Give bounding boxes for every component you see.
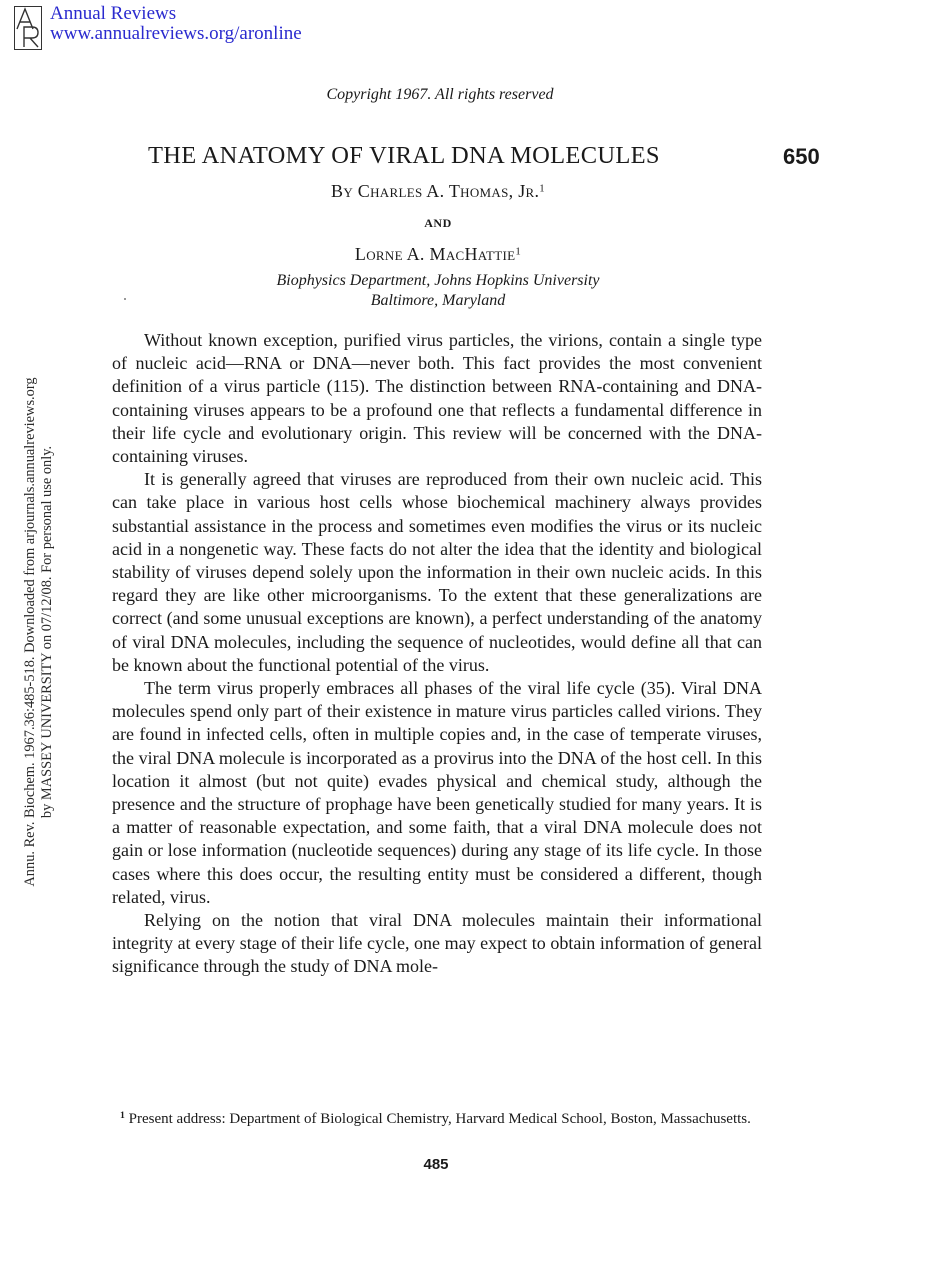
article-number: 650 [783,144,820,169]
page-number: 485 [423,1156,449,1173]
article-body [112,329,762,979]
download-watermark [22,332,56,932]
footnote-mark: 1 [120,1110,125,1121]
footnote [112,1105,762,1130]
affiliation-location: Baltimore, Maryland [370,292,506,309]
body-paragraph-1: Without known exception, purified virus particles, the virions, contain a single type of nucleic acid—RNA or DNA—never both. This fact provides the most convenient definition of a virus particle (115). The distinction between RNA-containing and DNA-containing viruses appears to be a profound one that reflects a fundamental difference in their life cycle and evolutionary origin. This review will be concerned with the DNA-containing viruses. [112,330,762,467]
author-1 [0,181,876,202]
body-paragraph-3: The term virus properly embraces all phases of the viral life cycle (35). Viral DNA molecules spend only part of their existence in mature virus particles called virions. They are found in infected cells, often in multiple copies and, in the case of temperate viruses, the viral DNA molecule is incorporated as a provirus into the DNA of the host cell. In this location it almost (but not quite) evades physical and chemical study, although the presence and the structure of prophage have been genetically studied for many years. It is a matter of reasonable expectation, and some faith, that a viral DNA molecule does not gain or lose information (nucleotide sequences) during any stage of its life cycle. In those cases where this does occur, the resulting entity must be considered a different, though related, virus. [112,678,762,907]
publisher-name[interactable]: Annual Reviews [50,3,177,24]
affiliation-department: Biophysics Department, Johns Hopkins University [276,272,600,289]
author-conjunction: AND [424,216,452,230]
author-2 [0,244,876,265]
body-paragraph-4: Relying on the notion that viral DNA molecules maintain their informational integrity at every stage of their life cycle, one may expect to obtain information of general significance through the study of DNA mole- [112,910,762,977]
publisher-url[interactable]: www.annualreviews.org/aronline [50,23,302,44]
annual-reviews-logo [14,6,42,50]
author-1-footnote-mark: 1 [539,182,545,195]
body-paragraph-2: It is generally agreed that viruses are reproduced from their own nucleic acid. This can take place in various host cells whose biochemical machinery always provides substantial assistance in the process and sometimes even modifies the virus or its nucleic acid in a nongenetic way. These facts do not alter the idea that the identity and biological stability of viruses depend solely upon the information in their own nucleic acids. In this regard they are like other microorganisms. To the extent that these generalizations are correct (and some unusual exceptions are known), a perfect understanding of the anatomy of viral DNA molecules, including the sequence of nucleotides, would define all that can be known about the functional potential of the virus. [112,469,762,675]
copyright-notice: Copyright 1967. All rights reserved [326,86,554,103]
affiliation [0,271,876,311]
author-2-footnote-mark: 1 [515,245,522,258]
download-watermark-line1: Annu. Rev. Biochem. 1967.36:485-518. Downloaded from arjournals.annualreviews.org [22,377,38,887]
print-speck [124,298,126,300]
author-2-name: Lorne A. MacHattie [354,244,516,264]
article-title: THE ANATOMY OF VIRAL DNA MOLECULES [148,142,660,169]
footnote-text: Present address: Department of Biological Chemistry, Harvard Medical School, Boston, Massachusetts. [128,1110,751,1127]
publisher-header [50,4,302,44]
author-1-name: By Charles A. Thomas, Jr. [331,181,540,201]
download-watermark-line2: by MASSEY UNIVERSITY on 07/12/08. For personal use only. [39,445,55,819]
